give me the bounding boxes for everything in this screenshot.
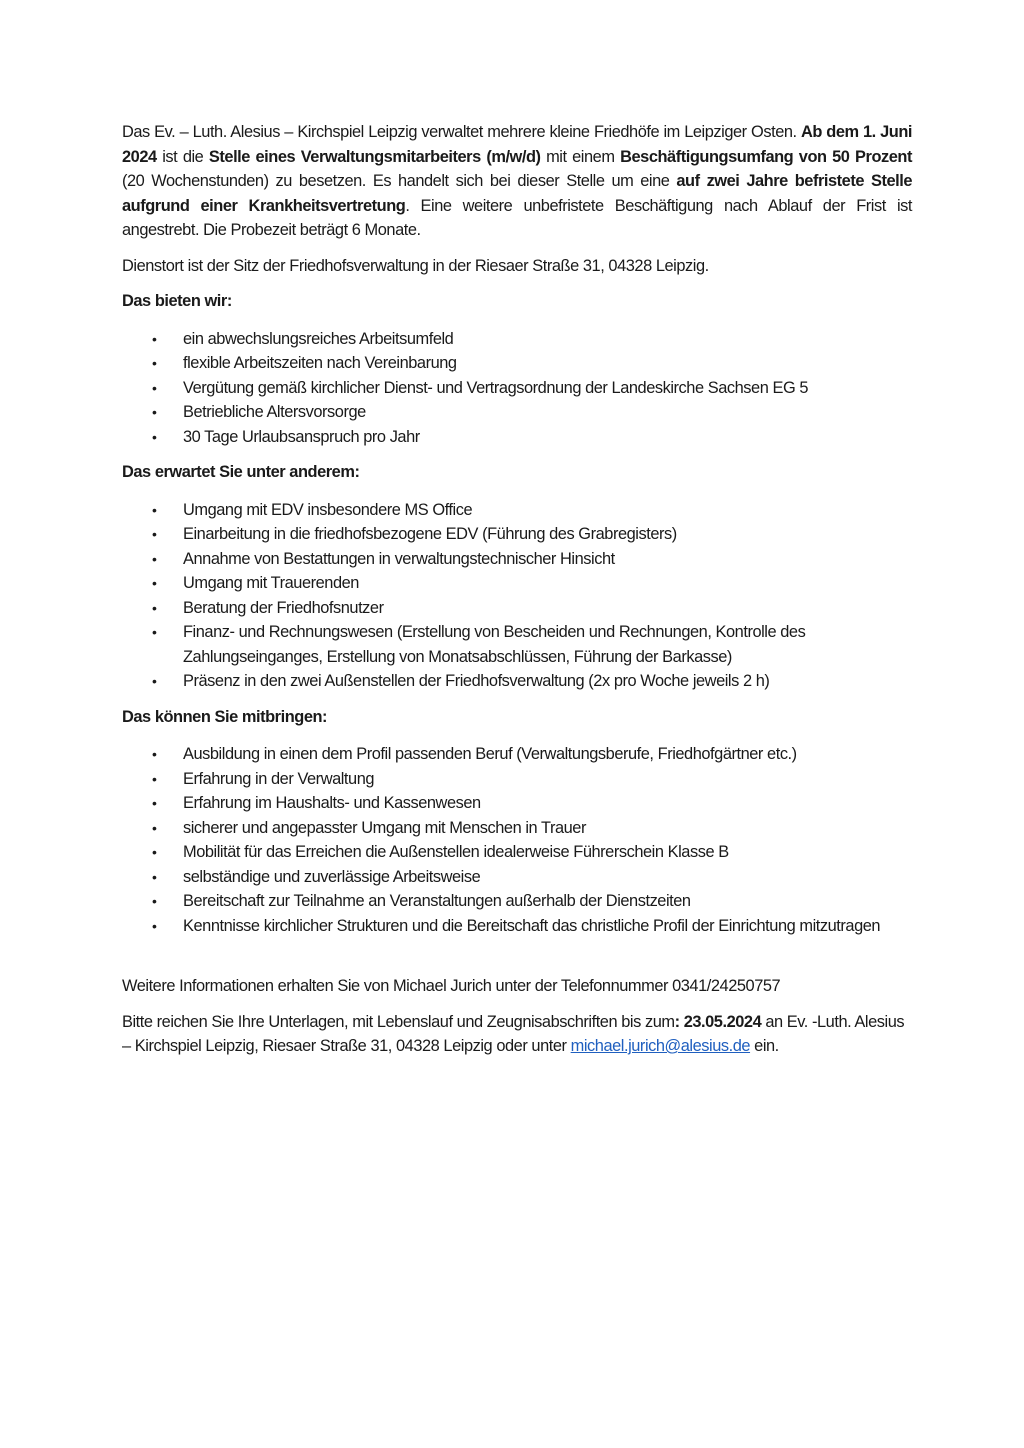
bullet-icon: • <box>152 330 157 347</box>
list-item-text: ein abwechslungsreiches Arbeitsumfeld <box>183 329 454 348</box>
document-body <box>122 120 912 1059</box>
list-item-text: Bereitschaft zur Teilnahme an Veranstaltungen außerhalb der Dienstzeiten <box>183 892 691 910</box>
list-item <box>122 742 912 767</box>
list-item <box>122 351 912 376</box>
application-text: Bitte reichen Sie Ihre Unterlagen, mit Lebenslauf und Zeugnisabschriften bis zum <box>122 1012 675 1031</box>
application-text: ein. <box>750 1037 779 1055</box>
list-item-text: Kenntnisse kirchlicher Strukturen und die Bereitschaft das christliche Profil der Einrichtung mitzutragen <box>183 916 881 935</box>
intro-paragraph <box>122 120 912 243</box>
list-item-text: sicherer und angepasster Umgang mit Menschen in Trauer <box>183 818 586 837</box>
list-item <box>122 400 912 425</box>
bullet-icon: • <box>152 379 157 396</box>
offer-heading: Das bieten wir: <box>122 292 232 310</box>
bullet-icon: • <box>152 893 157 909</box>
bullet-icon: • <box>152 795 157 811</box>
list-item <box>122 889 912 914</box>
application-text: an Ev. -Luth. Alesius – Kirchspiel Leipzig, Riesaer Straße 31, 04328 Leipzig oder unter <box>122 1012 905 1055</box>
bullet-icon: • <box>152 770 157 787</box>
list-item-text: selbständige und zuverlässige Arbeitsweise <box>183 867 481 886</box>
list-item-text: 30 Tage Urlaubsanspruch pro Jahr <box>183 427 420 446</box>
list-item <box>122 669 912 694</box>
bullet-icon: • <box>152 844 157 860</box>
list-item <box>122 816 912 841</box>
list-item <box>122 547 912 572</box>
bullet-icon: • <box>152 428 157 445</box>
bullet-icon: • <box>152 917 157 934</box>
intro-text: (20 Wochenstunden) zu besetzen. Es handelt sich bei dieser Stelle um eine <box>122 172 677 190</box>
tasks-list <box>122 498 912 694</box>
bullet-icon: • <box>152 575 157 591</box>
list-item-text: Erfahrung im Haushalts- und Kassenwesen <box>183 794 481 812</box>
list-item <box>122 620 912 669</box>
bullet-icon: • <box>152 868 157 885</box>
bullet-icon: • <box>152 550 157 567</box>
position-title: Stelle eines Verwaltungsmitarbeiters (m/w/d) <box>208 147 541 166</box>
list-item-text: Annahme von Bestattungen in verwaltungstechnischer Hinsicht <box>183 549 615 568</box>
list-item-text: Ausbildung in einen dem Profil passenden Beruf (Verwaltungsberufe, Friedhofgärtner etc.) <box>183 745 797 763</box>
bullet-icon: • <box>152 624 157 640</box>
location-paragraph: Dienstort ist der Sitz der Friedhofsverwaltung in der Riesaer Straße 31, 04328 Leipzig. <box>122 256 709 275</box>
bullet-icon: • <box>152 746 157 762</box>
list-item <box>122 522 912 547</box>
bullet-icon: • <box>152 673 157 689</box>
intro-text: ist die <box>156 147 209 166</box>
email-link[interactable]: michael.jurich@alesius.de <box>570 1037 751 1055</box>
bullet-icon: • <box>152 526 157 542</box>
list-item <box>122 596 912 621</box>
bullet-icon: • <box>152 355 157 371</box>
list-item <box>122 914 912 939</box>
bullet-icon: • <box>152 501 157 518</box>
list-item-text: Finanz- und Rechnungswesen (Erstellung von Bescheiden und Rechnungen, Kontrolle des Zahlungseinganges, Erstellung von Monatsabschlüssen, Führung der Barkasse) <box>183 623 806 666</box>
requirements-heading: Das können Sie mitbringen: <box>122 707 328 726</box>
requirements-list <box>122 742 912 938</box>
list-item <box>122 571 912 596</box>
bullet-icon: • <box>152 599 157 616</box>
list-item-text: Erfahrung in der Verwaltung <box>183 769 375 788</box>
spacer <box>122 938 912 974</box>
list-item <box>122 425 912 450</box>
list-item-text: Präsenz in den zwei Außenstellen der Friedhofsverwaltung (2x pro Woche jeweils 2 h) <box>183 672 770 690</box>
intro-text: mit einem <box>540 147 621 166</box>
employment-scope: Beschäftigungsumfang von 50 Prozent <box>620 147 912 166</box>
tasks-heading: Das erwartet Sie unter anderem: <box>122 463 360 481</box>
list-item <box>122 865 912 890</box>
list-item-text: flexible Arbeitszeiten nach Vereinbarung <box>183 354 457 372</box>
offer-list <box>122 327 912 450</box>
list-item <box>122 791 912 816</box>
intro-text: . Eine weitere unbefristete Beschäftigung nach Ablauf der Frist ist angestrebt. Die Probezeit beträgt 6 Monate. <box>122 196 912 239</box>
list-item <box>122 767 912 792</box>
application-deadline: 23.05.2024 <box>683 1012 762 1031</box>
bullet-icon: • <box>152 819 157 836</box>
intro-text: Das Ev. – Luth. Alesius – Kirchspiel Leipzig verwaltet mehrere kleine Friedhöfe im Leipziger Osten. <box>122 123 801 141</box>
list-item-text: Betriebliche Altersvorsorge <box>183 403 366 421</box>
list-item-text: Vergütung gemäß kirchlicher Dienst- und Vertragsordnung der Landeskirche Sachsen EG 5 <box>183 378 809 397</box>
list-item-text: Beratung der Friedhofsnutzer <box>183 598 384 617</box>
list-item-text: Einarbeitung in die friedhofsbezogene EDV (Führung des Grabregisters) <box>183 525 677 543</box>
list-item <box>122 327 912 352</box>
contract-term: auf zwei Jahre befristete Stelle aufgrund einer Krankheitsvertretung <box>122 172 912 215</box>
list-item-text: Umgang mit Trauerenden <box>183 574 359 592</box>
bullet-icon: • <box>152 404 157 420</box>
list-item-text: Mobilität für das Erreichen die Außenstellen idealerweise Führerschein Klasse B <box>183 843 729 861</box>
list-item-text: Umgang mit EDV insbesondere MS Office <box>183 500 473 519</box>
list-item <box>122 840 912 865</box>
list-item <box>122 498 912 523</box>
application-colon: : <box>674 1012 680 1031</box>
contact-paragraph: Weitere Informationen erhalten Sie von Michael Jurich unter der Telefonnummer 0341/24250757 <box>122 977 781 995</box>
application-paragraph <box>122 1010 912 1059</box>
list-item <box>122 376 912 401</box>
start-date: Ab dem 1. Juni 2024 <box>122 123 912 166</box>
